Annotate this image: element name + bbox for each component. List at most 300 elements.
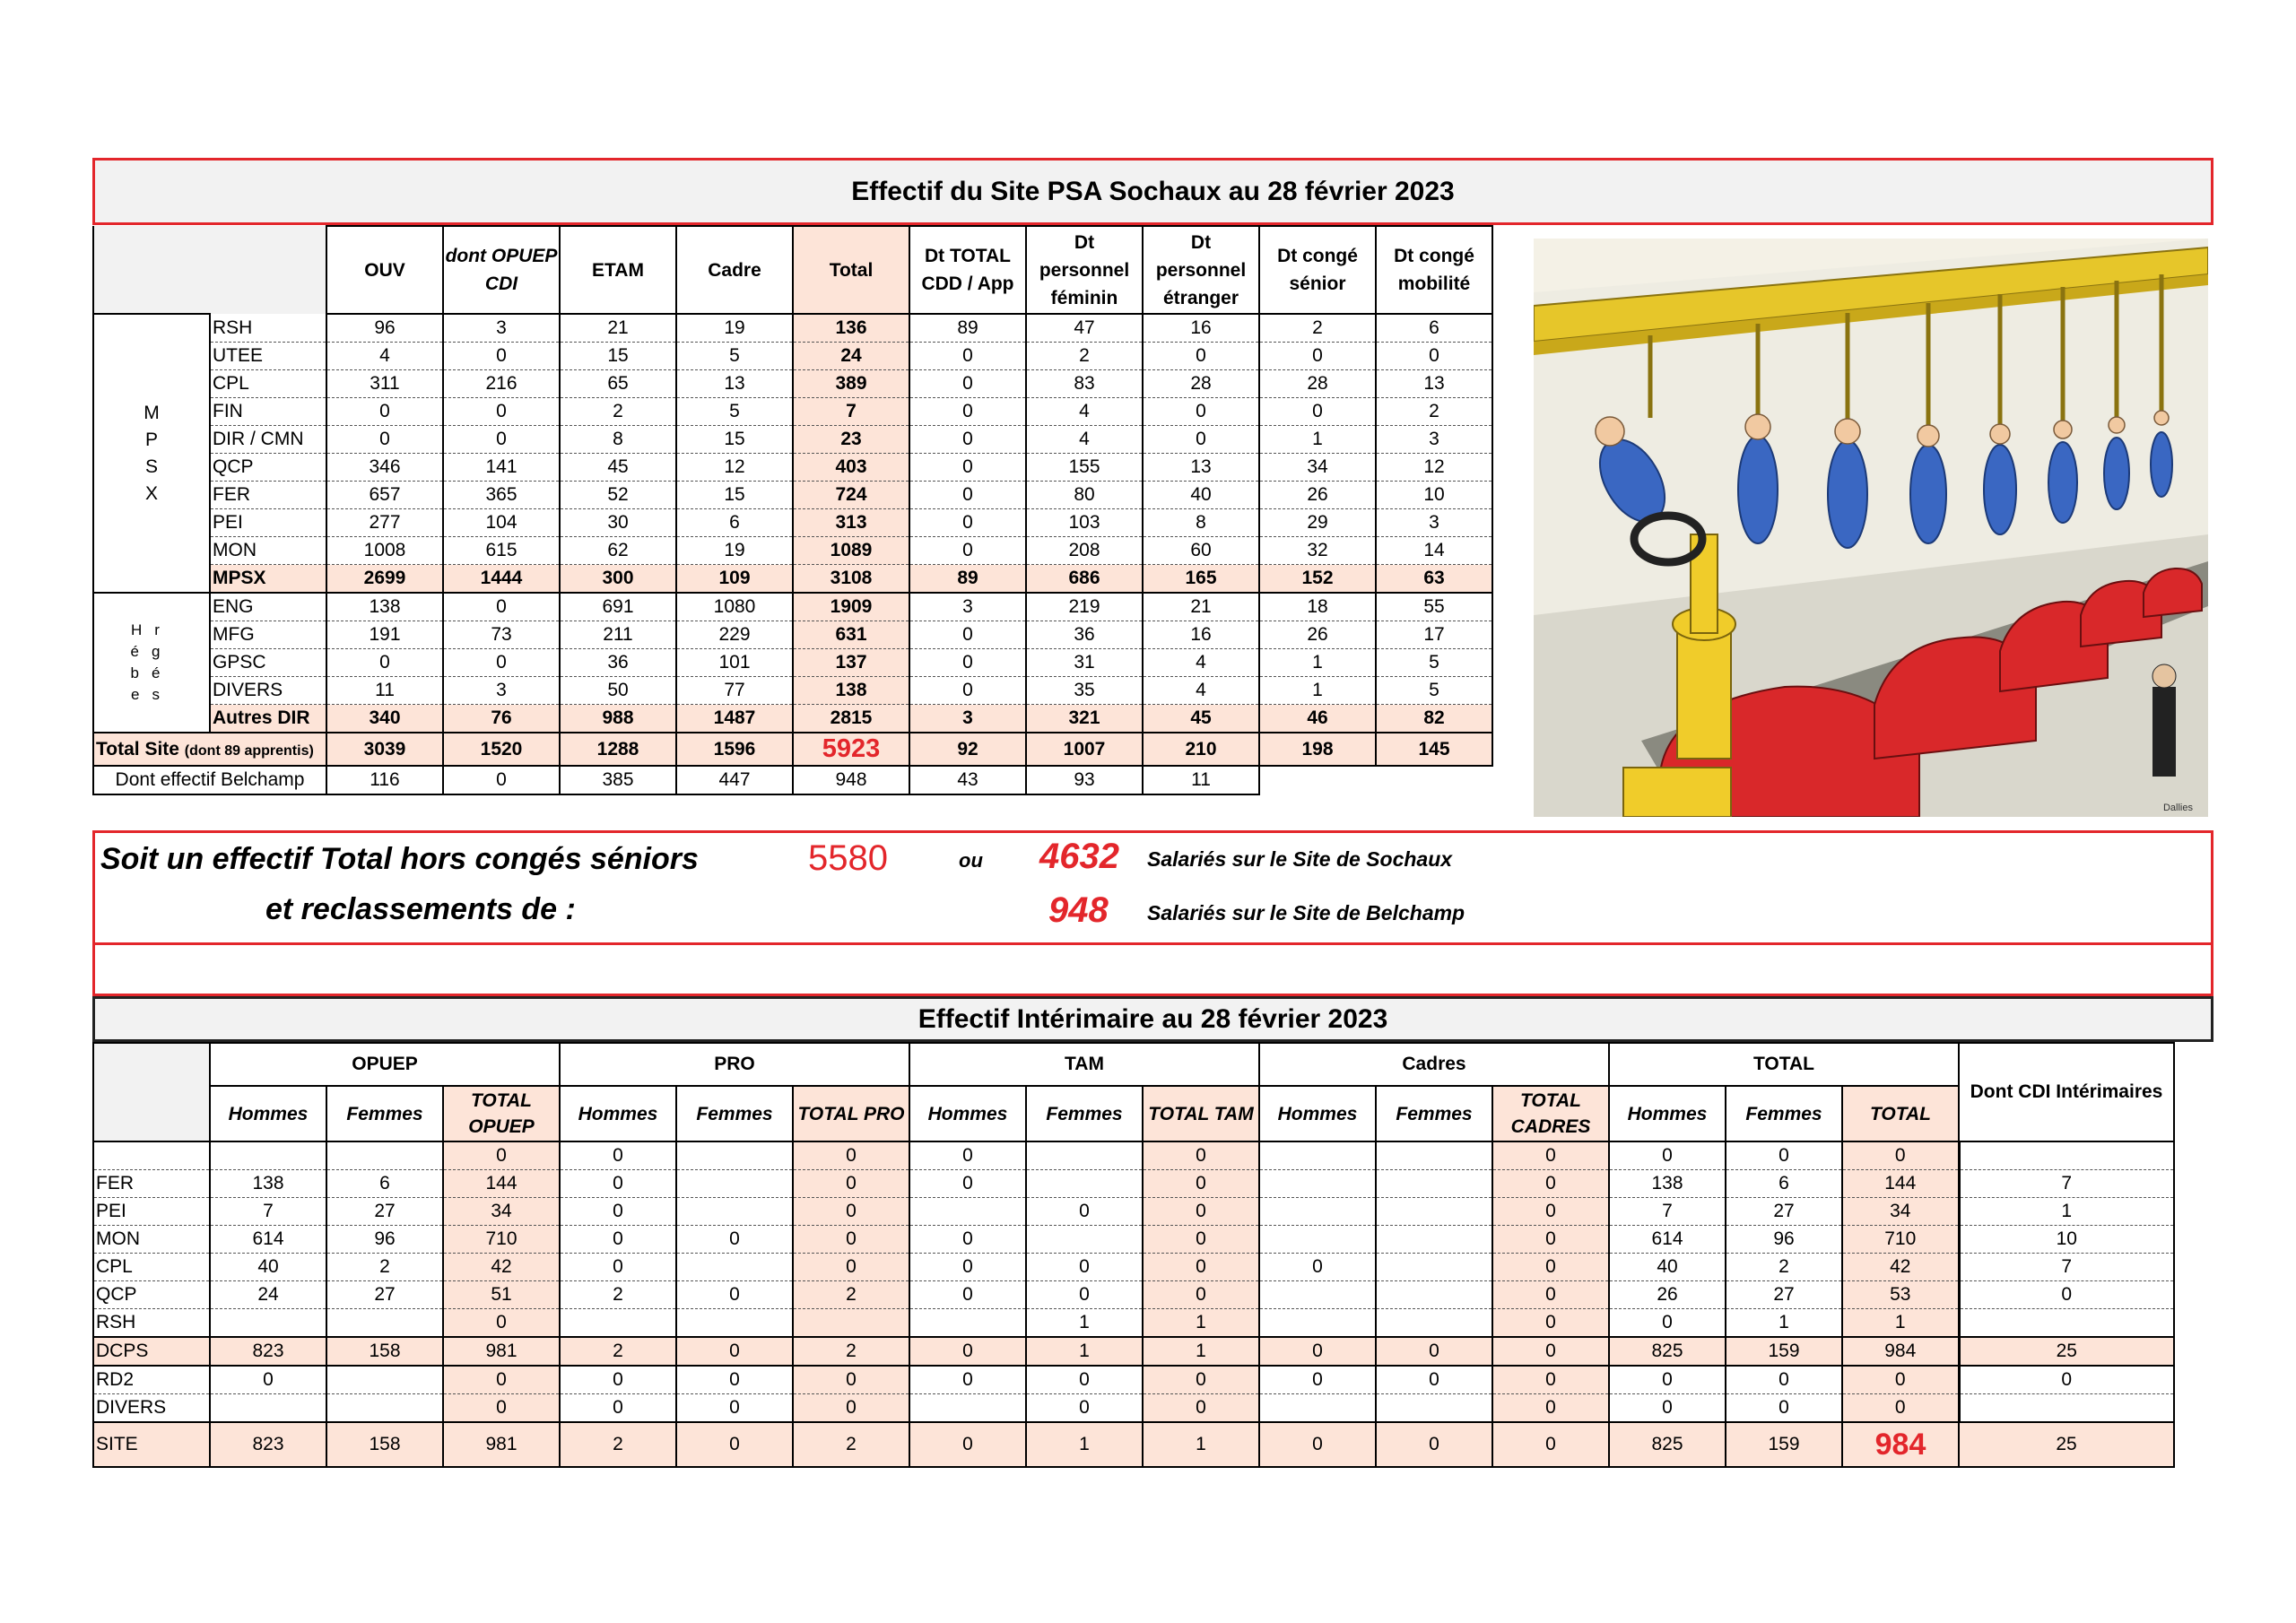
interim-cell: 0 xyxy=(1259,1366,1376,1394)
value-cell: 83 xyxy=(1026,370,1143,398)
value-cell: 4 xyxy=(1143,677,1259,705)
interim-cell xyxy=(1376,1309,1492,1338)
table-row xyxy=(93,593,1492,621)
interim-cell: 34 xyxy=(443,1198,560,1226)
interim-cell: 0 xyxy=(1143,1141,1259,1170)
value-cell: 0 xyxy=(909,343,1026,370)
interim-cell: 0 xyxy=(1492,1226,1609,1254)
value-cell: 36 xyxy=(560,649,676,677)
interim-row-label: DCPS xyxy=(93,1337,210,1366)
interim-cell: 0 xyxy=(560,1198,676,1226)
interim-subheader: Hommes xyxy=(210,1086,326,1141)
interim-cell xyxy=(793,1309,909,1338)
col-header: Dt personnel féminin xyxy=(1026,226,1143,314)
interim-cell xyxy=(1376,1281,1492,1309)
interim-cell: 0 xyxy=(676,1366,793,1394)
interim-cell xyxy=(210,1141,326,1170)
value-cell: 10 xyxy=(1376,482,1492,509)
interim-cell xyxy=(1959,1394,2174,1423)
interim-cell: 0 xyxy=(560,1226,676,1254)
interim-cell: 138 xyxy=(1609,1170,1726,1198)
interim-cell: 0 xyxy=(1726,1141,1842,1170)
interim-cell xyxy=(326,1141,443,1170)
value-cell: 1 xyxy=(1259,677,1376,705)
value-cell: 14 xyxy=(1376,537,1492,565)
value-cell: 0 xyxy=(909,649,1026,677)
value-cell: 0 xyxy=(909,537,1026,565)
summary-box xyxy=(92,830,2213,945)
interim-cell: 0 xyxy=(1842,1394,1959,1423)
interim-cell: 0 xyxy=(793,1366,909,1394)
interim-cell: 0 xyxy=(1609,1141,1726,1170)
interim-cell: 1 xyxy=(1143,1309,1259,1338)
interim-cell: 0 xyxy=(1842,1366,1959,1394)
interim-cell: 53 xyxy=(1842,1281,1959,1309)
value-cell: 65 xyxy=(560,370,676,398)
value-cell: 19 xyxy=(676,314,793,343)
value-cell: 311 xyxy=(326,370,443,398)
value-cell: 26 xyxy=(1259,621,1376,649)
belchamp-cell: 0 xyxy=(443,766,560,794)
interim-subheader: Hommes xyxy=(909,1086,1026,1141)
row-label: FIN xyxy=(210,398,326,426)
interim-cell: 0 xyxy=(1259,1254,1376,1281)
interim-cell: 1 xyxy=(1726,1309,1842,1338)
interim-cell: 0 xyxy=(1492,1198,1609,1226)
interim-subheader: TOTAL PRO xyxy=(793,1086,909,1141)
belchamp-cell: 116 xyxy=(326,766,443,794)
row-label: RSH xyxy=(210,314,326,343)
interim-cell: 823 xyxy=(210,1337,326,1366)
belchamp-cell: 93 xyxy=(1026,766,1143,794)
subtotal-cell: 3 xyxy=(909,705,1026,733)
interim-cell xyxy=(676,1170,793,1198)
interim-cell: 0 xyxy=(1609,1309,1726,1338)
interim-subheader: Hommes xyxy=(1609,1086,1726,1141)
interim-row xyxy=(93,1170,2174,1198)
value-cell: 32 xyxy=(1259,537,1376,565)
value-cell: 21 xyxy=(1143,593,1259,621)
interim-row xyxy=(93,1394,2174,1423)
value-cell: 35 xyxy=(1026,677,1143,705)
interim-cell: 0 xyxy=(1376,1422,1492,1467)
value-cell: 5 xyxy=(1376,677,1492,705)
subtotal-cell: 63 xyxy=(1376,565,1492,594)
interim-cell: 984 xyxy=(1842,1337,1959,1366)
subtotal-cell: 1487 xyxy=(676,705,793,733)
interim-cell xyxy=(1376,1141,1492,1170)
interim-cell: 0 xyxy=(1492,1141,1609,1170)
interim-cell: 27 xyxy=(326,1198,443,1226)
header-dont-cdi: Dont CDI Intérimaires xyxy=(1959,1043,2174,1141)
value-cell: 3 xyxy=(1376,509,1492,537)
interim-cell xyxy=(1259,1281,1376,1309)
col-header: Dt congé sénior xyxy=(1259,226,1376,314)
interim-cell xyxy=(1376,1254,1492,1281)
total-site-row xyxy=(93,733,1492,766)
value-cell: 1008 xyxy=(326,537,443,565)
value-cell: 24 xyxy=(793,343,909,370)
interim-subheader: Hommes xyxy=(1259,1086,1376,1141)
interim-subheader: TOTAL xyxy=(1842,1086,1959,1141)
interim-cell: 40 xyxy=(1609,1254,1726,1281)
group-header-cadres: Cadres xyxy=(1259,1043,1609,1086)
interim-cell xyxy=(1376,1198,1492,1226)
interim-cell: 0 xyxy=(1376,1366,1492,1394)
interim-row xyxy=(93,1226,2174,1254)
value-cell: 34 xyxy=(1259,454,1376,482)
interim-row-label: QCP xyxy=(93,1281,210,1309)
interim-cell: 0 xyxy=(443,1394,560,1423)
value-cell: 6 xyxy=(676,509,793,537)
total-site-cell: 3039 xyxy=(326,733,443,766)
interim-cell xyxy=(326,1366,443,1394)
interim-cell xyxy=(1259,1226,1376,1254)
value-cell: 191 xyxy=(326,621,443,649)
interim-row-label xyxy=(93,1141,210,1170)
value-cell: 4 xyxy=(326,343,443,370)
value-cell: 50 xyxy=(560,677,676,705)
value-cell: 5 xyxy=(676,343,793,370)
total-site-cell: 92 xyxy=(909,733,1026,766)
interim-cell: 710 xyxy=(443,1226,560,1254)
table-row xyxy=(93,537,1492,565)
value-cell: 138 xyxy=(793,677,909,705)
subtotal-label: Autres DIR xyxy=(210,705,326,733)
group-header-total: TOTAL xyxy=(1609,1043,1959,1086)
interim-row-label: FER xyxy=(93,1170,210,1198)
interim-cell xyxy=(676,1141,793,1170)
interim-cell: 159 xyxy=(1726,1422,1842,1467)
summary-sochaux-text: Salariés sur le Site de Sochaux xyxy=(1147,847,1453,871)
interim-cell: 0 xyxy=(560,1394,676,1423)
value-cell: 4 xyxy=(1026,398,1143,426)
value-cell: 8 xyxy=(1143,509,1259,537)
interim-row xyxy=(93,1254,2174,1281)
col-header: Cadre xyxy=(676,226,793,314)
interim-cell: 34 xyxy=(1842,1198,1959,1226)
value-cell: 137 xyxy=(793,649,909,677)
interim-cell: 25 xyxy=(1959,1422,2174,1467)
interim-cell xyxy=(1026,1141,1143,1170)
interim-cell: 0 xyxy=(676,1226,793,1254)
value-cell: 0 xyxy=(909,509,1026,537)
interim-cell: 7 xyxy=(1609,1198,1726,1226)
interim-cell: 40 xyxy=(210,1254,326,1281)
interim-cell: 24 xyxy=(210,1281,326,1309)
belchamp-row xyxy=(93,766,1492,794)
interim-cell: 614 xyxy=(1609,1226,1726,1254)
interim-cell xyxy=(560,1309,676,1338)
value-cell: 28 xyxy=(1143,370,1259,398)
row-label: GPSC xyxy=(210,649,326,677)
row-label: MON xyxy=(210,537,326,565)
row-label: MFG xyxy=(210,621,326,649)
value-cell: 73 xyxy=(443,621,560,649)
belchamp-label: Dont effectif Belchamp xyxy=(93,766,326,794)
interim-cell: 0 xyxy=(1259,1337,1376,1366)
value-cell: 1 xyxy=(1259,649,1376,677)
interim-cell: 7 xyxy=(210,1198,326,1226)
interim-cell: 0 xyxy=(793,1170,909,1198)
value-cell: 15 xyxy=(676,426,793,454)
interim-subheader: Femmes xyxy=(1376,1086,1492,1141)
interim-cell: 0 xyxy=(1959,1281,2174,1309)
value-cell: 229 xyxy=(676,621,793,649)
interim-table xyxy=(92,1042,2175,1468)
interim-cell: 0 xyxy=(1492,1170,1609,1198)
svg-text:Dallies: Dallies xyxy=(2162,803,2193,813)
value-cell: 0 xyxy=(1376,343,1492,370)
interim-cell: 0 xyxy=(1143,1254,1259,1281)
total-site-cell: 145 xyxy=(1376,733,1492,766)
interim-cell: 0 xyxy=(443,1141,560,1170)
interim-row xyxy=(93,1309,2174,1338)
interim-cell: 0 xyxy=(1143,1366,1259,1394)
interim-cell xyxy=(676,1309,793,1338)
group-header-opuep: OPUEP xyxy=(210,1043,560,1086)
subtotal-label: MPSX xyxy=(210,565,326,594)
subtotal-cell: 89 xyxy=(909,565,1026,594)
interim-cell: 1 xyxy=(1026,1309,1143,1338)
value-cell: 0 xyxy=(326,426,443,454)
interim-cell: 0 xyxy=(676,1394,793,1423)
value-cell: 0 xyxy=(1143,398,1259,426)
interim-cell: 0 xyxy=(1609,1366,1726,1394)
interim-row xyxy=(93,1198,2174,1226)
interim-row-label: CPL xyxy=(93,1254,210,1281)
value-cell: 60 xyxy=(1143,537,1259,565)
interim-cell: 981 xyxy=(443,1422,560,1467)
interim-cell: 96 xyxy=(1726,1226,1842,1254)
interim-cell: 42 xyxy=(1842,1254,1959,1281)
value-cell: 136 xyxy=(793,314,909,343)
interim-cell: 51 xyxy=(443,1281,560,1309)
interim-cell: 96 xyxy=(326,1226,443,1254)
subtotal-row xyxy=(93,705,1492,733)
subtotal-cell: 165 xyxy=(1143,565,1259,594)
value-cell: 31 xyxy=(1026,649,1143,677)
header-row xyxy=(93,226,1492,314)
interim-cell: 144 xyxy=(443,1170,560,1198)
interim-cell: 0 xyxy=(1492,1281,1609,1309)
value-cell: 4 xyxy=(1026,426,1143,454)
subtotal-cell: 340 xyxy=(326,705,443,733)
value-cell: 0 xyxy=(1143,343,1259,370)
interim-cell xyxy=(326,1394,443,1423)
value-cell: 2 xyxy=(1026,343,1143,370)
interim-cell: 144 xyxy=(1842,1170,1959,1198)
interim-cell: 825 xyxy=(1609,1337,1726,1366)
interim-subheader: Femmes xyxy=(1726,1086,1842,1141)
interim-subheader: Hommes xyxy=(560,1086,676,1141)
interim-cell xyxy=(1259,1394,1376,1423)
interim-cell xyxy=(676,1198,793,1226)
main-title: Effectif du Site PSA Sochaux au 28 février 2023 xyxy=(92,158,2213,225)
interim-cell: 158 xyxy=(326,1422,443,1467)
interim-row-label: MON xyxy=(93,1226,210,1254)
interim-grand-total: 984 xyxy=(1842,1422,1959,1467)
subtotal-cell: 3108 xyxy=(793,565,909,594)
interim-cell xyxy=(326,1309,443,1338)
table-row xyxy=(93,454,1492,482)
interim-cell: 158 xyxy=(326,1337,443,1366)
value-cell: 17 xyxy=(1376,621,1492,649)
interim-cell xyxy=(676,1254,793,1281)
interim-cell: 981 xyxy=(443,1337,560,1366)
total-site-cell: 1520 xyxy=(443,733,560,766)
value-cell: 1909 xyxy=(793,593,909,621)
value-cell: 155 xyxy=(1026,454,1143,482)
value-cell: 0 xyxy=(909,621,1026,649)
value-cell: 657 xyxy=(326,482,443,509)
interim-subheader-row xyxy=(93,1086,2174,1141)
interim-cell: 0 xyxy=(1143,1170,1259,1198)
effectif-table xyxy=(92,225,1493,795)
value-cell: 208 xyxy=(1026,537,1143,565)
assembly-line-illustration xyxy=(1534,239,2208,817)
total-site-label: Total Site (dont 89 apprentis) xyxy=(93,733,326,766)
interim-cell: 0 xyxy=(1492,1366,1609,1394)
value-cell: 18 xyxy=(1259,593,1376,621)
value-cell: 0 xyxy=(909,398,1026,426)
interim-cell xyxy=(1376,1226,1492,1254)
interim-cell: 0 xyxy=(560,1366,676,1394)
interim-subheader: TOTAL CADRES xyxy=(1492,1086,1609,1141)
interim-cell: 0 xyxy=(909,1366,1026,1394)
empty-cell xyxy=(1376,766,1492,794)
interim-cell xyxy=(1259,1170,1376,1198)
row-label: PEI xyxy=(210,509,326,537)
group-header-tam: TAM xyxy=(909,1043,1259,1086)
interim-cell: 1 xyxy=(1143,1422,1259,1467)
interim-cell: 0 xyxy=(1259,1422,1376,1467)
value-cell: 631 xyxy=(793,621,909,649)
interim-cell: 2 xyxy=(793,1281,909,1309)
interim-cell: 0 xyxy=(1026,1394,1143,1423)
interim-cell: 614 xyxy=(210,1226,326,1254)
interim-subheader: Femmes xyxy=(676,1086,793,1141)
interim-cell xyxy=(210,1394,326,1423)
value-cell: 1080 xyxy=(676,593,793,621)
interim-cell: 0 xyxy=(676,1281,793,1309)
total-site-cell: 198 xyxy=(1259,733,1376,766)
value-cell: 40 xyxy=(1143,482,1259,509)
interim-cell: 1 xyxy=(1959,1198,2174,1226)
value-cell: 96 xyxy=(326,314,443,343)
interim-cell xyxy=(1026,1170,1143,1198)
interim-cell: 823 xyxy=(210,1422,326,1467)
subtotal-cell: 46 xyxy=(1259,705,1376,733)
subtotal-cell: 321 xyxy=(1026,705,1143,733)
value-cell: 3 xyxy=(443,677,560,705)
interim-site-row xyxy=(93,1422,2174,1467)
interim-cell: 0 xyxy=(560,1254,676,1281)
interim-cell: 0 xyxy=(1143,1198,1259,1226)
interim-cell: 0 xyxy=(676,1337,793,1366)
value-cell: 0 xyxy=(909,482,1026,509)
table-row xyxy=(93,649,1492,677)
interim-cell: 2 xyxy=(793,1422,909,1467)
value-cell: 23 xyxy=(793,426,909,454)
value-cell: 45 xyxy=(560,454,676,482)
summary-value-belchamp: 948 xyxy=(1048,890,1109,930)
interim-cell: 10 xyxy=(1959,1226,2174,1254)
interim-cell: 42 xyxy=(443,1254,560,1281)
table-row xyxy=(93,314,1492,343)
value-cell: 29 xyxy=(1259,509,1376,537)
value-cell: 3 xyxy=(443,314,560,343)
subtotal-cell: 988 xyxy=(560,705,676,733)
interim-cell: 0 xyxy=(1492,1337,1609,1366)
value-cell: 30 xyxy=(560,509,676,537)
subtotal-cell: 152 xyxy=(1259,565,1376,594)
value-cell: 2 xyxy=(560,398,676,426)
value-cell: 2 xyxy=(1259,314,1376,343)
belchamp-cell: 11 xyxy=(1143,766,1259,794)
interim-cell: 0 xyxy=(1376,1337,1492,1366)
interim-cell: 0 xyxy=(1842,1141,1959,1170)
belchamp-cell: 447 xyxy=(676,766,793,794)
interim-cell: 0 xyxy=(793,1141,909,1170)
interim-cell: 0 xyxy=(1726,1394,1842,1423)
interim-cell: 1 xyxy=(1026,1422,1143,1467)
value-cell: 1 xyxy=(1259,426,1376,454)
interim-cell xyxy=(1959,1141,2174,1170)
interim-cell: 7 xyxy=(1959,1170,2174,1198)
interim-cell: 0 xyxy=(1143,1394,1259,1423)
value-cell: 8 xyxy=(560,426,676,454)
value-cell: 219 xyxy=(1026,593,1143,621)
value-cell: 0 xyxy=(1259,343,1376,370)
value-cell: 0 xyxy=(909,454,1026,482)
interim-cell: 825 xyxy=(1609,1422,1726,1467)
interim-cell: 0 xyxy=(1492,1254,1609,1281)
group-header-pro: PRO xyxy=(560,1043,909,1086)
value-cell: 13 xyxy=(1376,370,1492,398)
interim-cell: 2 xyxy=(560,1281,676,1309)
interim-cell: 0 xyxy=(1026,1254,1143,1281)
interim-cell: 0 xyxy=(676,1422,793,1467)
interim-cell: 2 xyxy=(1726,1254,1842,1281)
interim-cell xyxy=(1259,1141,1376,1170)
subtotal-cell: 45 xyxy=(1143,705,1259,733)
interim-row-label: RD2 xyxy=(93,1366,210,1394)
value-cell: 211 xyxy=(560,621,676,649)
interim-cell: 0 xyxy=(793,1254,909,1281)
col-header: ETAM xyxy=(560,226,676,314)
interim-cell xyxy=(909,1309,1026,1338)
empty-cell xyxy=(1259,766,1376,794)
value-cell: 77 xyxy=(676,677,793,705)
interim-cell: 27 xyxy=(1726,1281,1842,1309)
interim-cell: 0 xyxy=(909,1170,1026,1198)
table-row xyxy=(93,482,1492,509)
interim-cell xyxy=(1959,1309,2174,1338)
interim-subheader: Femmes xyxy=(326,1086,443,1141)
value-cell: 0 xyxy=(1143,426,1259,454)
interim-cell: 1 xyxy=(1143,1337,1259,1366)
value-cell: 104 xyxy=(443,509,560,537)
interim-cell xyxy=(909,1198,1026,1226)
value-cell: 21 xyxy=(560,314,676,343)
value-cell: 403 xyxy=(793,454,909,482)
col-header: Dt personnel étranger xyxy=(1143,226,1259,314)
interim-cell: 0 xyxy=(909,1254,1026,1281)
value-cell: 0 xyxy=(443,426,560,454)
interim-cell: 0 xyxy=(1959,1366,2174,1394)
value-cell: 691 xyxy=(560,593,676,621)
